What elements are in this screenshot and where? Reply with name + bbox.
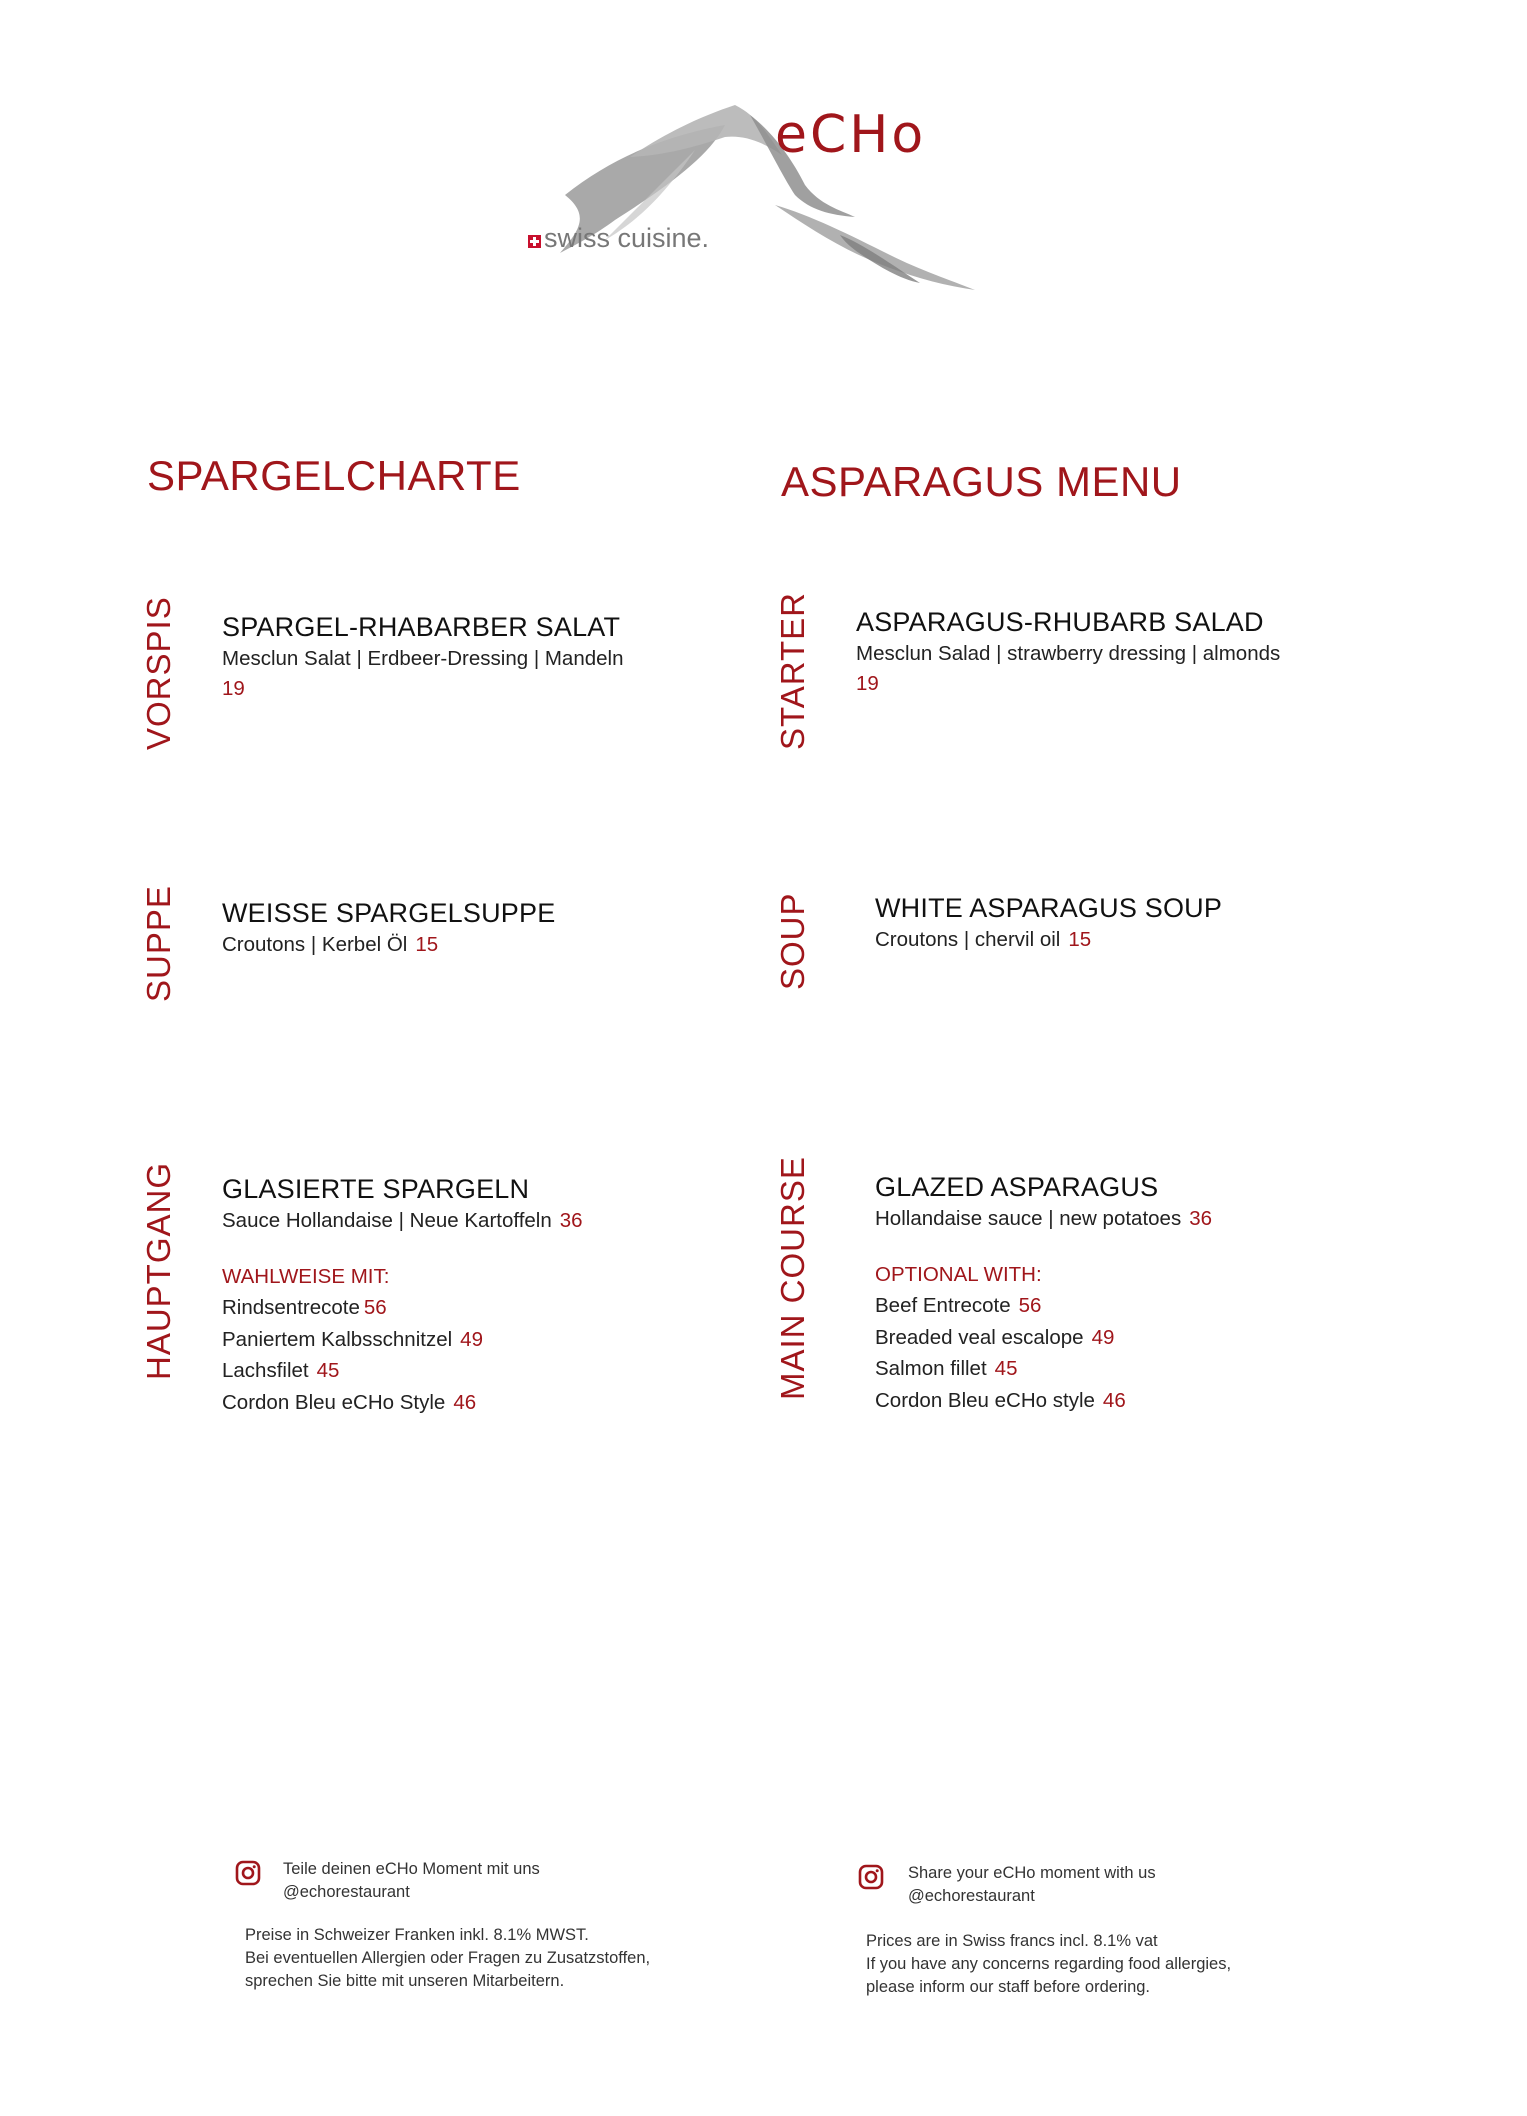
note-line: sprechen Sie bitte mit unseren Mitarbeitern. — [245, 1972, 565, 1990]
dish-description — [222, 933, 555, 957]
dish-description: Mesclun Salad | strawberry dressing | almonds — [856, 642, 1281, 665]
category-label-hauptgang: HAUPTGANG — [140, 1161, 177, 1380]
option-item: Salmon fillet 45 — [875, 1357, 1018, 1380]
logo — [520, 95, 990, 295]
logo-wordmark: eCHo — [775, 105, 927, 165]
footer-german — [235, 1858, 650, 1993]
option-item: Beef Entrecote 56 — [875, 1294, 1042, 1317]
option-item: Paniertem Kalbsschnitzel 49 — [222, 1327, 483, 1351]
dish-description — [222, 1209, 583, 1233]
dish-name: GLASIERTE SPARGELN — [222, 1174, 530, 1204]
option-item: Lachsfilet 45 — [222, 1359, 340, 1382]
category-label-suppe: SUPPE — [140, 885, 177, 1002]
note-line: If you have any concerns regarding food allergies, — [866, 1955, 1232, 1973]
menu-item-starter-english — [856, 607, 1280, 696]
social-handle[interactable]: @echorestaurant — [908, 1887, 1035, 1905]
dish-description-text: Croutons | Kerbel Öl — [222, 933, 408, 956]
page-title-german: SPARGELCHARTE — [147, 452, 521, 499]
instagram-icon[interactable] — [235, 1860, 261, 1886]
dish-price: 15 — [415, 933, 439, 956]
menu-item-starter-german — [222, 612, 623, 701]
price-note — [866, 1930, 1231, 1999]
menu-item-main-german — [222, 1174, 583, 1418]
social-text — [283, 1858, 540, 1904]
menu-item-main-english — [875, 1172, 1212, 1416]
footer-english — [858, 1862, 1231, 1999]
logo-subtitle: swiss cuisine. — [544, 223, 710, 253]
dish-price: 19 — [856, 672, 879, 695]
dish-description-text: Hollandaise sauce | new potatoes — [875, 1207, 1182, 1230]
social-line: Teile deinen eCHo Moment mit uns — [283, 1860, 540, 1878]
dish-description-text: Sauce Hollandaise | Neue Kartoffeln — [222, 1209, 552, 1232]
note-line: Preise in Schweizer Franken inkl. 8.1% MWST. — [245, 1926, 589, 1944]
dish-description: Mesclun Salat | Erdbeer-Dressing | Mandeln — [222, 647, 624, 670]
menu-item-soup-german — [222, 898, 555, 957]
swiss-flag-icon — [528, 235, 541, 248]
dish-name: GLAZED ASPARAGUS — [875, 1172, 1159, 1202]
category-label-vorspis: VORSPIS — [140, 596, 177, 750]
social-handle[interactable]: @echorestaurant — [283, 1883, 410, 1901]
category-label-starter: STARTER — [774, 592, 811, 750]
category-label-main-course: MAIN COURSE — [774, 1156, 811, 1400]
note-line: Bei eventuellen Allergien oder Fragen zu Zusatzstoffen, — [245, 1949, 651, 1967]
dish-description-text: Croutons | chervil oil — [875, 928, 1061, 951]
dish-price: 15 — [1068, 928, 1092, 951]
option-item: Breaded veal escalope 49 — [875, 1325, 1115, 1349]
dish-name: WHITE ASPARAGUS SOUP — [875, 893, 1223, 923]
instagram-icon[interactable] — [858, 1864, 884, 1890]
dish-price: 19 — [222, 677, 245, 700]
optional-label: OPTIONAL WITH: — [875, 1263, 1042, 1286]
social-share — [858, 1862, 1231, 1908]
option-item: Cordon Bleu eCHo Style 46 — [222, 1390, 477, 1414]
social-text — [908, 1862, 1156, 1908]
category-label-soup: SOUP — [774, 892, 811, 990]
option-item: Rindsentrecote 56 — [222, 1296, 387, 1319]
dish-name: WEISSE SPARGELSUPPE — [222, 898, 556, 928]
menu-item-soup-english — [875, 893, 1222, 952]
dish-name: SPARGEL-RHABARBER SALAT — [222, 612, 621, 642]
dish-name: ASPARAGUS-RHUBARB SALAD — [856, 607, 1264, 637]
optional-label: WAHLWEISE MIT: — [222, 1265, 390, 1288]
social-line: Share your eCHo moment with us — [908, 1864, 1156, 1882]
note-line: Prices are in Swiss francs incl. 8.1% vat — [866, 1932, 1158, 1950]
note-line: please inform our staff before ordering. — [866, 1978, 1151, 1996]
price-note — [245, 1924, 650, 1993]
dish-price: 36 — [559, 1209, 583, 1232]
social-share — [235, 1858, 650, 1904]
page-title-english: ASPARAGUS MENU — [781, 458, 1182, 505]
option-item: Cordon Bleu eCHo style 46 — [875, 1388, 1126, 1412]
dish-description — [875, 1207, 1212, 1231]
dish-description — [875, 928, 1222, 952]
dish-price: 36 — [1189, 1207, 1213, 1230]
